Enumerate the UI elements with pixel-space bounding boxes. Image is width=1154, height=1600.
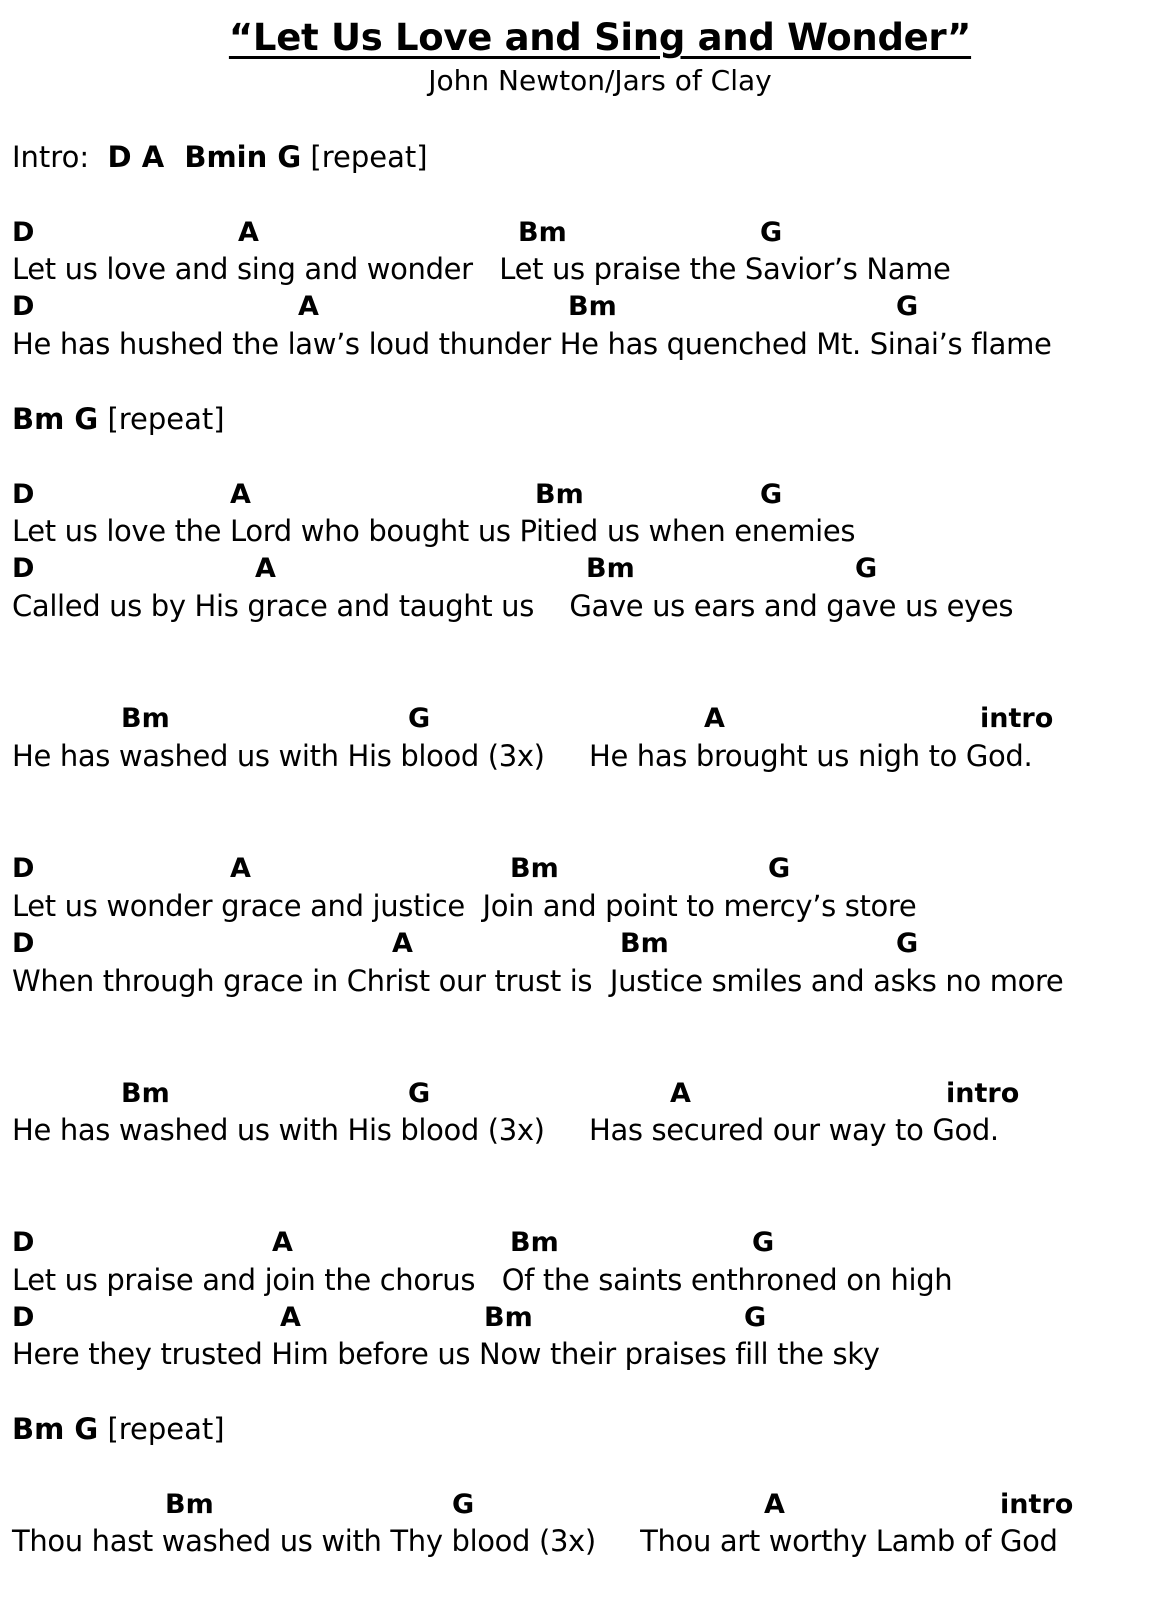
chord: A: [298, 291, 319, 322]
chord: G: [408, 703, 431, 734]
chord: G: [760, 479, 783, 510]
lyric-line: He has washed us with His blood (3x) He has brought us nigh to God.: [12, 739, 1033, 773]
chord: D: [12, 928, 35, 959]
chord: A: [392, 928, 413, 959]
chord: intro: [1000, 1489, 1074, 1520]
chord: Bm: [510, 1227, 559, 1258]
chord: A: [272, 1227, 293, 1258]
chord: G: [744, 1302, 767, 1333]
interlude-line: [12, 402, 225, 436]
lyric-line: Let us love and sing and wonder Let us praise the Savior’s Name: [12, 252, 951, 286]
intro-line: [12, 140, 428, 174]
interlude-line: [12, 1412, 225, 1446]
lyric-line: He has washed us with His blood (3x) Has secured our way to God.: [12, 1113, 999, 1147]
interlude-note: [repeat]: [107, 1412, 225, 1446]
chord: D: [12, 217, 35, 248]
interlude-chords: Bm G: [12, 1412, 99, 1446]
chord: G: [768, 853, 791, 884]
song-title: “Let Us Love and Sing and Wonder”: [228, 16, 972, 59]
lyric-line: He has hushed the law’s loud thunder He has quenched Mt. Sinai’s flame: [12, 327, 1052, 361]
chord: G: [896, 291, 919, 322]
chord: G: [408, 1078, 431, 1109]
interlude-note: [repeat]: [107, 402, 225, 436]
chord: Bm: [484, 1302, 533, 1333]
chord: A: [230, 853, 251, 884]
chord: Bm: [535, 479, 584, 510]
chord: A: [670, 1078, 691, 1109]
lyric-line: Let us wonder grace and justice Join and point to mercy’s store: [12, 889, 917, 923]
intro-note: [repeat]: [310, 140, 428, 174]
chord: D: [12, 1302, 35, 1333]
lyric-line: When through grace in Christ our trust is Justice smiles and asks no more: [12, 964, 1064, 998]
chord: G: [760, 217, 783, 248]
chord: D: [12, 553, 35, 584]
chord: Bm: [620, 928, 669, 959]
chord: A: [238, 217, 259, 248]
chord: A: [704, 703, 725, 734]
intro-chords: D A Bmin G: [107, 140, 302, 174]
chord: G: [452, 1489, 475, 1520]
lyric-line: Let us praise and join the chorus Of the saints enthroned on high: [12, 1263, 953, 1297]
lyric-line: Thou hast washed us with Thy blood (3x) Thou art worthy Lamb of God: [12, 1524, 1058, 1558]
chord: intro: [980, 703, 1054, 734]
chord: Bm: [510, 853, 559, 884]
chord: D: [12, 1227, 35, 1258]
chord: A: [764, 1489, 785, 1520]
chord: A: [255, 553, 276, 584]
chord: Bm: [121, 1078, 170, 1109]
chord: D: [12, 291, 35, 322]
chord: G: [855, 553, 878, 584]
chord: Bm: [121, 703, 170, 734]
chord: A: [230, 479, 251, 510]
chord: Bm: [518, 217, 567, 248]
intro-label: Intro:: [12, 140, 90, 174]
chord: G: [896, 928, 919, 959]
chord: Bm: [165, 1489, 214, 1520]
chord: intro: [946, 1078, 1020, 1109]
chord: G: [752, 1227, 775, 1258]
song-author: John Newton/Jars of Clay: [428, 64, 772, 97]
lyric-line: Here they trusted Him before us Now their praises fill the sky: [12, 1337, 880, 1371]
interlude-chords: Bm G: [12, 402, 99, 436]
chord: Bm: [568, 291, 617, 322]
lyric-line: Let us love the Lord who bought us Pitied us when enemies: [12, 514, 856, 548]
chord: A: [280, 1302, 301, 1333]
lyric-line: Called us by His grace and taught us Gave us ears and gave us eyes: [12, 589, 1014, 623]
chord: Bm: [586, 553, 635, 584]
chord: D: [12, 479, 35, 510]
chord: D: [12, 853, 35, 884]
